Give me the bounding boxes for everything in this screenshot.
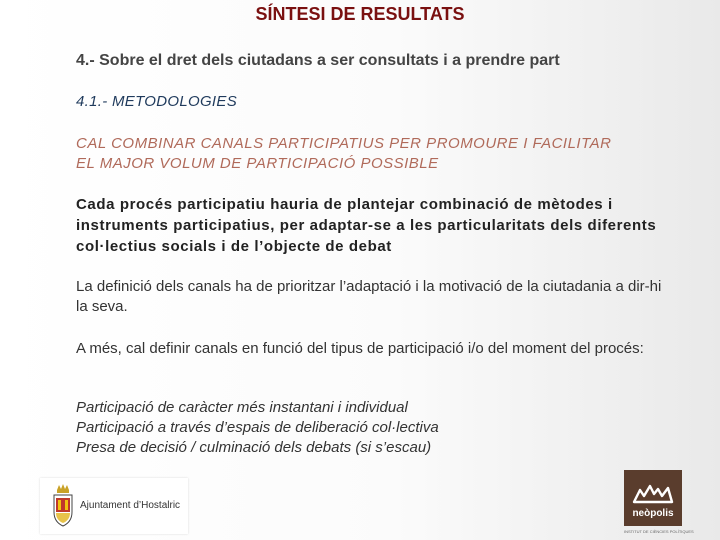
neopolis-mark-icon	[632, 480, 674, 506]
hostalric-logo-text: Ajuntament d’Hostalric	[80, 500, 181, 511]
list-item: Participació de caràcter més instantani i individual	[76, 399, 408, 416]
neopolis-logo	[624, 470, 682, 526]
sub-heading: 4.1.- METODOLOGIES	[76, 93, 237, 110]
coat-of-arms-icon	[50, 482, 76, 530]
hostalric-logo	[40, 478, 188, 534]
paragraph-types: A més, cal definir canals en funció del tipus de participació i/o del moment del procés:	[76, 340, 644, 357]
participation-list	[76, 398, 676, 458]
emphasis-line: CAL COMBINAR CANALS PARTICIPATIUS PER PROMOURE I FACILITAR	[76, 135, 612, 152]
neopolis-caption: INSTITUT DE CIÈNCIES POLÍTIQUES	[624, 529, 694, 534]
list-item: Participació a través d’espais de deliberació col·lectiva	[76, 419, 439, 436]
list-item: Presa de decisió / culminació dels debats (si s’escau)	[76, 439, 432, 456]
bold-paragraph: Cada procés participatiu hauria de plantejar combinació de mètodes i instruments participatius, per adaptar-se a les particularitats dels diferents col·lectius socials i de l’objecte de debat	[76, 196, 657, 255]
section-heading: 4.- Sobre el dret dels ciutadans a ser consultats i a prendre part	[76, 52, 560, 69]
slide-title: SÍNTESI DE RESULTATS	[255, 4, 465, 24]
neopolis-logo-text: neòpolis	[632, 508, 674, 519]
paragraph-channels: La definició dels canals ha de prioritzar l’adaptació i la motivació de la ciutadania a dir-hi la seva.	[76, 278, 662, 315]
emphasis-statement	[76, 134, 696, 174]
emphasis-line: EL MAJOR VOLUM DE PARTICIPACIÓ POSSIBLE	[76, 155, 439, 172]
